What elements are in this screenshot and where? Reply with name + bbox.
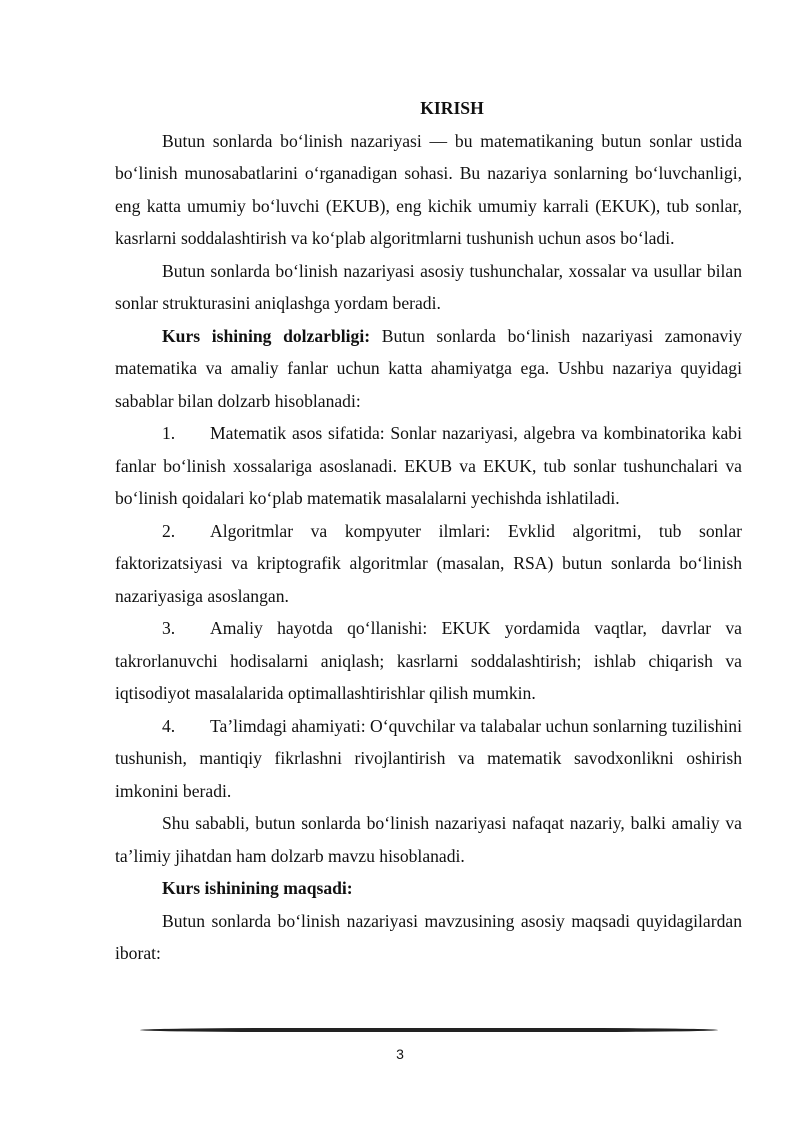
list-item-number: 4.: [162, 715, 176, 736]
intro-paragraph: Butun sonlarda bo‘linish nazariyasi — bu matematikaning butun sonlar ustida bo‘linish munosabatlarini o‘rganadigan sohasi. Bu nazariya sonlarning bo‘luvchanligi, eng katta umumiy bo‘luvchi (EKUB), eng kichik umumiy karrali (EKUK), tub sonlar, kasrlarni soddalashtirish va ko‘plab algoritmlarni tushunish uchun asos bo‘ladi.: [115, 130, 742, 248]
list-item-number: 3.: [162, 618, 176, 638]
list-item-text: Matematik asos sifatida: Sonlar nazariyasi, algebra va kombinatorika kabi fanlar bo‘linish xossalariga asoslanadi. EKUB va EKUK, tub sonlar tushunchalari va bo‘linish qoidalari ko‘plab matematik masalalarni yechishda ishlatiladi.: [115, 423, 742, 508]
relevance-text: Butun sonlarda bo‘linish nazariyasi zamonaviy matematika va amaliy fanlar uchun katta ahamiyatga ega. Ushbu nazariya quyidagi sabablar bilan dolzarb hisoblanadi:: [115, 325, 742, 411]
list-item-4: [115, 710, 742, 808]
list-item-text: Algoritmlar va kompyuter ilmlari: Evklid algoritmi, tub sonlar faktorizatsiyasi va kriptografik algoritmlar (masalan, RSA) butun sonlarda bo‘linish nazariyasiga asoslangan.: [115, 520, 742, 606]
list-item-2: [115, 515, 742, 613]
page-title: KIRISH: [420, 98, 484, 118]
second-paragraph: Butun sonlarda bo‘linish nazariyasi asosiy tushunchalar, xossalar va usullar bilan sonlar strukturasini aniqlashga yordam beradi.: [115, 260, 742, 313]
list-item-number: 2.: [162, 520, 176, 541]
list-item-3: [115, 612, 742, 710]
list-item-text: Amaliy hayotda qo‘llanishi: EKUK yordamida vaqtlar, davrlar va takrorlanuvchi hodisalarni aniqlash; kasrlarni soddalashtirish; ishlab chiqarish va iqtisodiyot masalalarida optimallashtirishlar qilish mumkin.: [115, 618, 742, 703]
list-item-1: [115, 417, 742, 515]
goal-paragraph: Butun sonlarda bo‘linish nazariyasi mavzusining asosiy maqsadi quyidagilardan iborat:: [115, 910, 742, 963]
page-number: 3: [396, 1046, 404, 1062]
relevance-label: Kurs ishining dolzarbligi:: [162, 325, 371, 346]
footer-divider: [140, 1028, 718, 1032]
page-content: [115, 92, 742, 970]
conclusion-paragraph: Shu sababli, butun sonlarda bo‘linish nazariyasi nafaqat nazariy, balki amaliy va ta’limiy jihatdan ham dolzarb mavzu hisoblanadi.: [115, 813, 742, 866]
relevance-paragraph: [115, 320, 742, 418]
list-item-text: Ta’limdagi ahamiyati: O‘quvchilar va talabalar uchun sonlarning tuzilishini tushunish, mantiqiy fikrlashni rivojlantirish va matematik savodxonlikni oshirish imkonini beradi.: [115, 715, 742, 801]
list-item-number: 1.: [162, 423, 176, 443]
goal-heading: Kurs ishinining maqsadi:: [162, 878, 353, 898]
